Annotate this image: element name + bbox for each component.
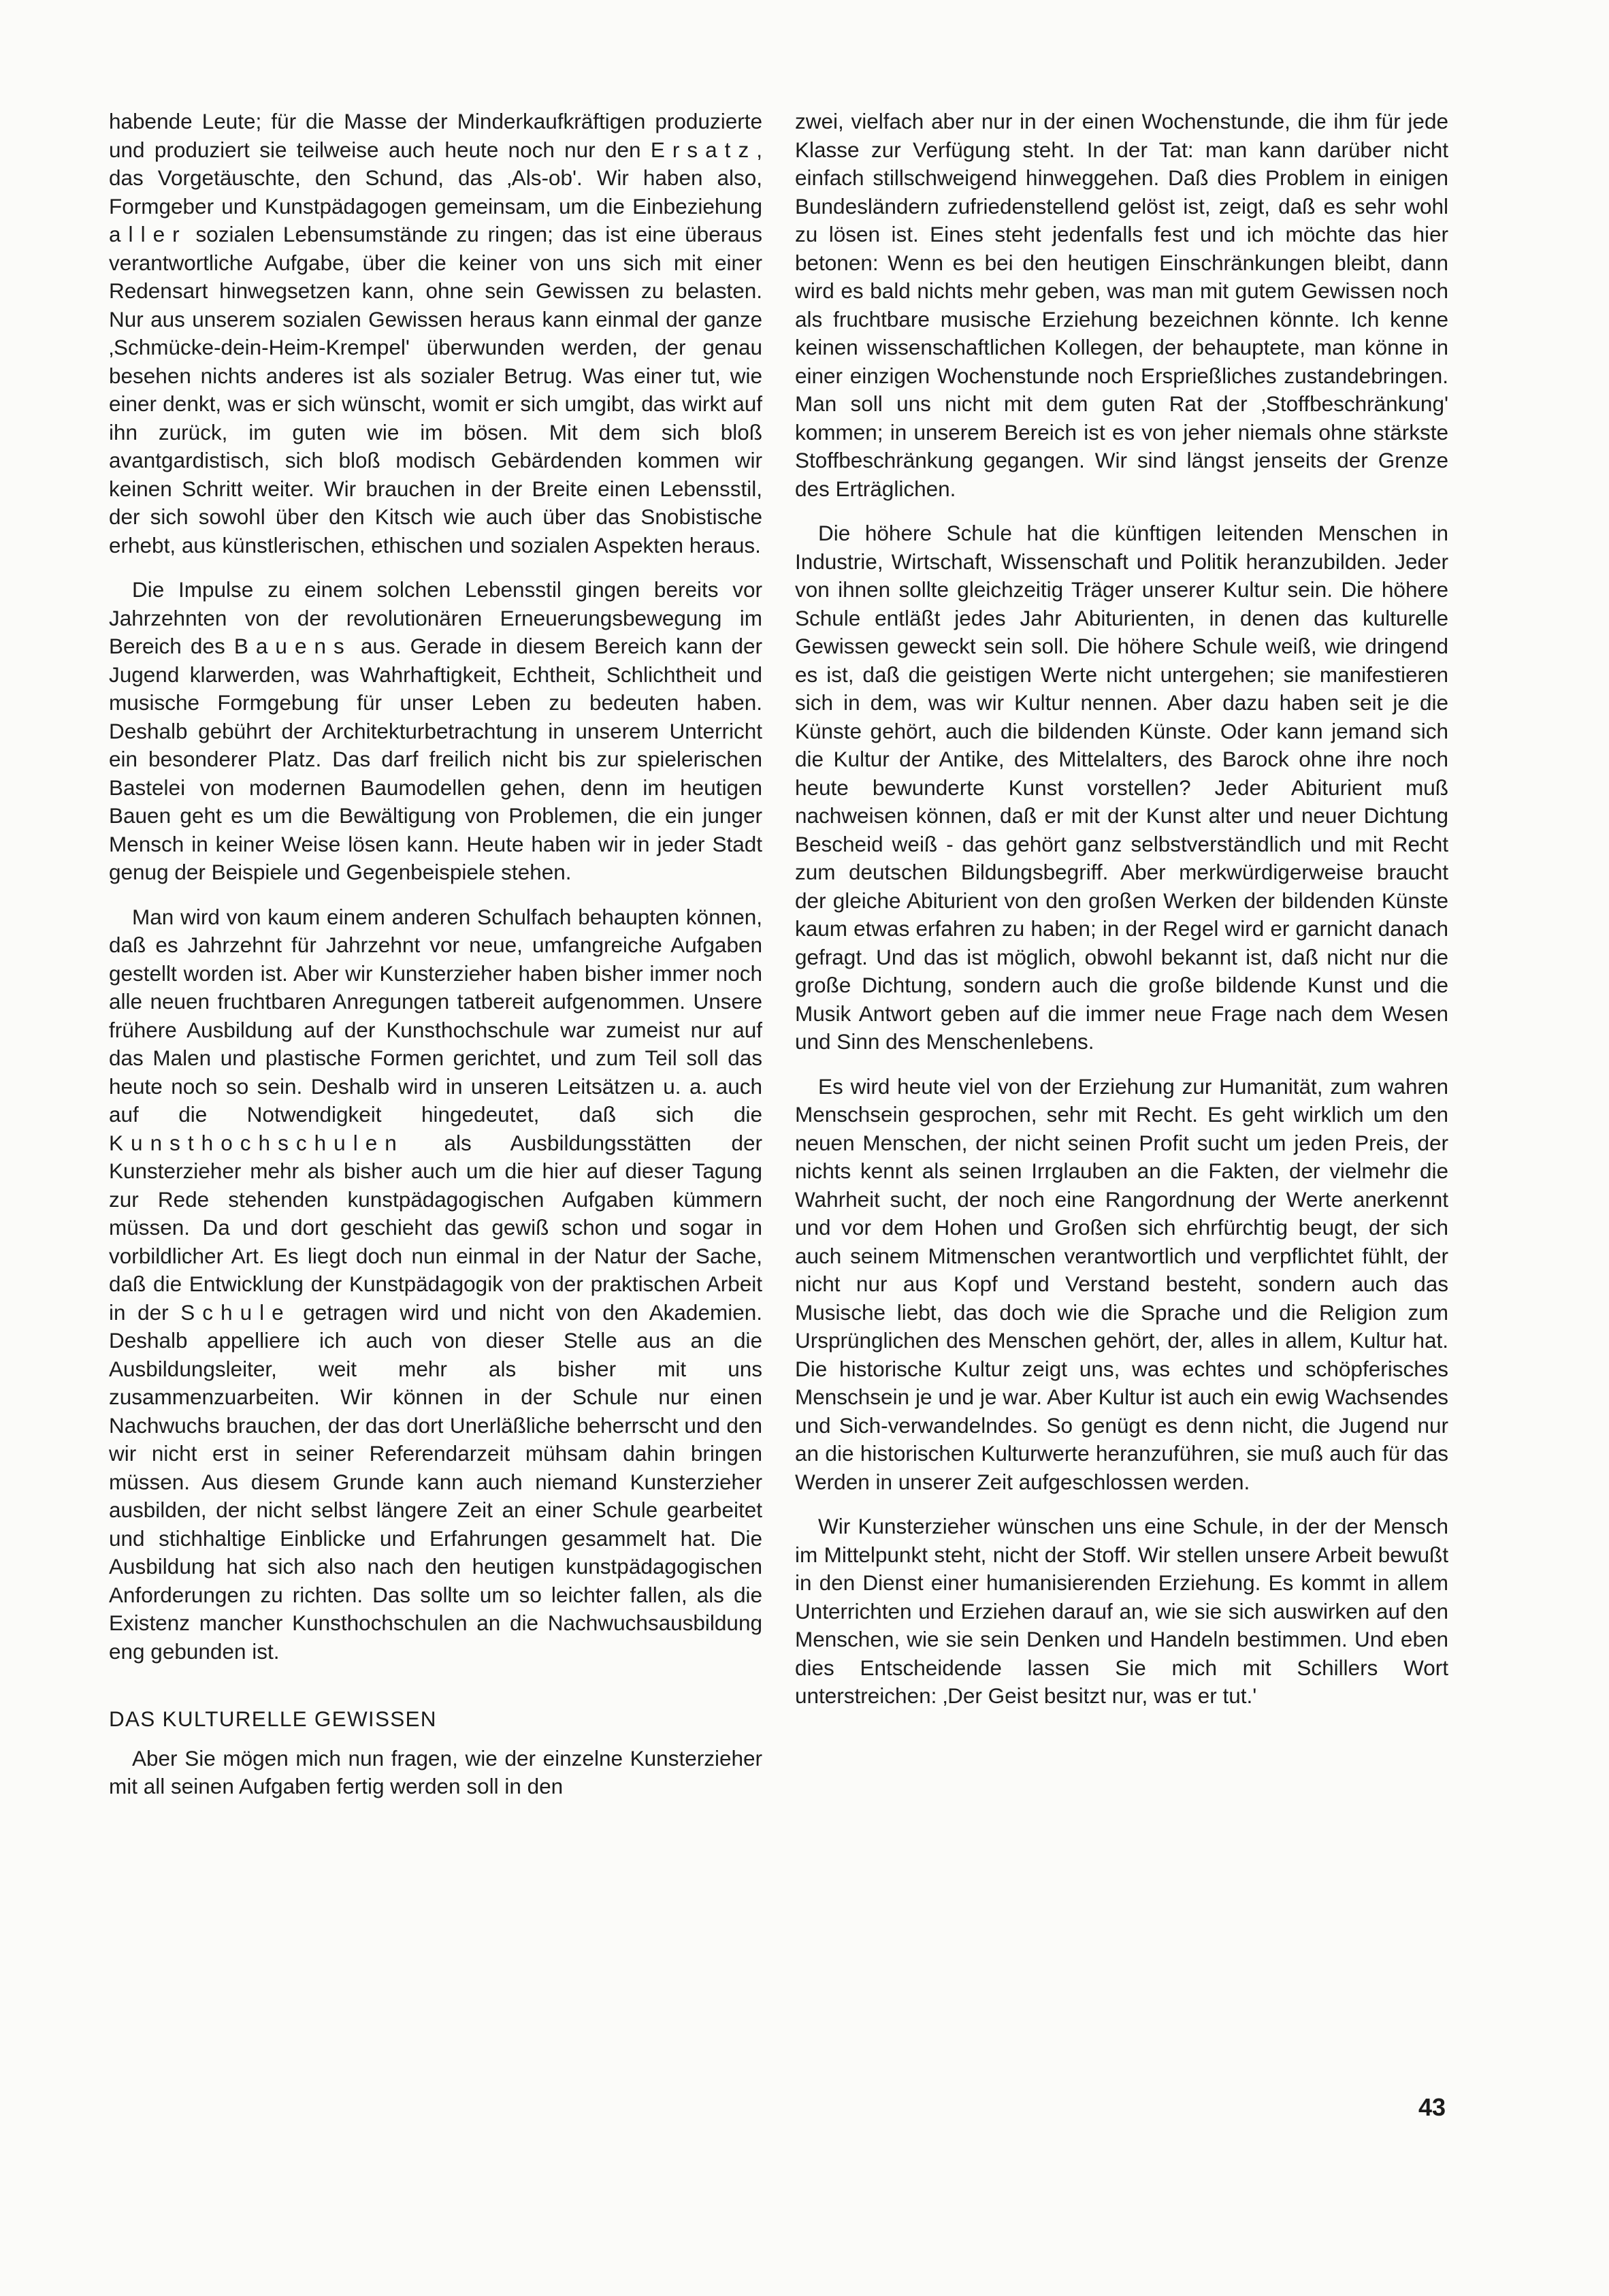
left-column: [109, 108, 762, 1817]
right-paragraph-4: Wir Kunsterzieher wünschen uns eine Schule, in der der Mensch im Mittelpunkt steht, nicht der Stoff. Wir stellen unsere Arbeit bewußt in den Dienst einer humanisierenden Erziehung. Es kommt in allem Unterrichten und Erziehen darauf an, wie sie sich auswirken auf den Menschen, wie sie sein Denken und Handeln bestimmen. Und eben dies Entscheidende lassen Sie mich mit Schillers Wort unterstreichen: ‚Der Geist besitzt nur, was er tut.': [795, 1514, 1448, 1708]
section-heading: DAS KULTURELLE GEWISSEN: [109, 1707, 437, 1731]
left-paragraph-3: Man wird von kaum einem anderen Schulfach behaupten können, daß es Jahrzehnt für Jahrzehnt vor neue, umfangreiche Aufgaben gestellt worden ist. Aber wir Kunsterzieher haben bisher immer noch alle neuen fruchtbaren Anregungen tatbereit aufgenommen. Unsere frühere Ausbildung auf der Kunsthochschule war zumeist nur auf das Malen und plastische Formen gerichtet, und zum Teil soll das heute noch so sein. Deshalb wird in unseren Leitsätzen u. a. auch auf die Notwendigkeit hingedeutet, daß sich die Kunsthochschulen als Ausbildungsstätten der Kunsterzieher mehr als bisher auch um die hier auf dieser Tagung zur Rede stehenden kunstpädagogischen Aufgaben kümmern müssen. Da und dort geschieht das gewiß schon und sogar in vorbildlicher Art. Es liegt doch nun einmal in der Natur der Sache, daß die Entwicklung der Kunstpädagogik von der praktischen Arbeit in der Schule getragen wird und nicht von den Akademien. Deshalb appelliere ich auch von dieser Stelle aus an die Ausbildungsleiter, weit mehr als bisher mit uns zusammenzuarbeiten. Wir können in der Schule nur einen Nachwuchs brauchen, der das dort Unerläßliche beherrscht und den wir nicht erst in seiner Referendarzeit mühsam dahin bringen müssen. Aus diesem Grunde kann auch niemand Kunsterzieher ausbilden, der nicht selbst längere Zeit an einer Schule gearbeitet und stichhaltige Einblicke und Erfahrungen gesammelt hat. Die Ausbildung hat sich also nach den heutigen kunstpädagogischen Anforderungen zu richten. Das sollte um so leichter fallen, als die Existenz mancher Kunsthochschulen an die Nachwuchsausbildung eng gebunden ist.: [109, 904, 762, 1664]
spaced-emphasis: Kunsthochschulen: [109, 1130, 404, 1155]
spaced-emphasis: aller: [109, 222, 187, 246]
right-paragraph-1: zwei, vielfach aber nur in der einen Wochenstunde, die ihm für jede Klasse zur Verfügung steht. In der Tat: man kann darüber nicht einfach stillschweigend hinweggehen. Daß dies Problem in einigen Bundesländern zufriedenstellend gelöst ist, zeigt, daß es sehr wohl zu lösen ist. Eines steht jedenfalls fest und ich möchte das hier betonen: Wenn es bei den heutigen Einschränkungen bleibt, dann wird es bald nichts mehr geben, was man mit gutem Gewissen noch als fruchtbare musische Erziehung bezeichnen könnte. Ich kenne keinen wissenschaftlichen Kollegen, der behauptete, man könne in einer einzigen Wochenstunde noch Ersprießliches zustandebringen. Man soll uns nicht mit dem guten Rat der ‚Stoffbeschränkung' kommen; in unserem Bereich ist es von jeher niemals ohne stärkste Stoffbeschränkung gegangen. Wir sind längst jenseits der Grenze des Erträglichen.: [795, 109, 1448, 501]
spaced-emphasis: Bauens: [233, 634, 352, 658]
page-number: 43: [1418, 2093, 1446, 2121]
left-paragraph-1: habende Leute; für die Masse der Minderkaufkräftigen produzierte und produziert sie teilweise auch heute noch nur den Ersatz, das Vorgetäuschte, den Schund, das ‚Als-ob'. Wir haben also, Formgeber und Kunstpädagogen gemeinsam, um die Einbeziehung aller sozialen Lebensumstände zu ringen; das ist eine überaus verantwortliche Aufgabe, über die keiner von uns sich mit einer Redensart hinwegsetzen kann, ohne sein Gewissen zu belasten. Nur aus unserem sozialen Gewissen heraus kann einmal der ganze ‚Schmücke-dein-Heim-Krempel' überwunden werden, der genau besehen nichts anderes ist als sozialer Betrug. Was einer tut, wie einer denkt, was er sich wünscht, womit er sich umgibt, das wirkt auf ihn zurück, im guten wie im bösen. Mit dem sich bloß avantgardistisch, sich bloß modisch Gebärdenden kommen wir keinen Schritt weiter. Wir brauchen in der Breite einen Lebensstil, der sich sowohl über den Kitsch wie auch über das Snobistische erhebt, aus künstlerischen, ethischen und sozialen Aspekten heraus.: [109, 109, 762, 557]
right-paragraph-3: Es wird heute viel von der Erziehung zur Humanität, zum wahren Menschsein gesprochen, sehr mit Recht. Es geht wirklich um den neuen Menschen, der nicht seinen Profit sucht um jeden Preis, der nichts kennt als seinen Irrglauben an die Fakten, der vielmehr die Wahrheit sucht, der noch eine Rangordnung der Werte anerkennt und vor dem Hohen und Großen sich ehrfürchtig beugt, der sich auch seinem Mitmenschen verantwortlich und verpflichtet fühlt, der nicht nur aus Kopf und Verstand besteht, sondern auch das Musische liebt, das doch wie die Sprache und die Religion zum Ursprünglichen des Menschen gehört, der, alles in allem, Kultur hat. Die historische Kultur zeigt uns, was echtes und schöpferisches Menschsein je und je war. Aber Kultur ist auch ein ewig Wachsendes und Sich-verwandelndes. So genügt es denn nicht, die Jugend nur an die historischen Kulturwerte heranzuführen, sie muß auch für das Werden in unserer Zeit aufgeschlossen werden.: [795, 1073, 1448, 1494]
right-paragraph-2: Die höhere Schule hat die künftigen leitenden Menschen in Industrie, Wirtschaft, Wissenschaft und Politik heranzubilden. Jeder von ihnen sollte gleichzeitig Träger unserer Kultur sein. Die höhere Schule entläßt jedes Jahr Abiturienten, in denen das kulturelle Gewissen geweckt sein soll. Die höhere Schule weiß, wie dringend es ist, daß die geistigen Werte nicht untergehen; sie manifestieren sich in dem, was wir Kultur nennen. Aber dazu haben seit je die Künste gehört, auch die bildenden Künste. Oder kann jemand sich die Kultur der Antike, des Mittelalters, des Barock ohne ihre noch heute bewunderte Kunst vorstellen? Jeder Abiturient muß nachweisen können, daß er mit der Kunst alter und neuer Dichtung Bescheid weiß - das gehört ganz selbstverständlich und mit Recht zum deutschen Bildungsbegriff. Aber merkwürdigerweise braucht der gleiche Abiturient von den großen Werken der bildenden Künste kaum etwas erfahren zu haben; in der Regel wird er garnicht danach gefragt. Und das ist möglich, obwohl bekannt ist, daß nicht nur die große Dichtung, sondern auch die große bildende Kunst und die Musik Antwort geben auf die immer neue Frage nach dem Wesen und Sinn des Menschenlebens.: [795, 521, 1448, 1054]
spaced-emphasis: Ersatz: [650, 137, 757, 162]
left-paragraph-2: Die Impulse zu einem solchen Lebensstil gingen bereits vor Jahrzehnten von der revolutionären Erneuerungsbewegung im Bereich des Bauens aus. Gerade in diesem Bereich kann der Jugend klarwerden, was Wahrhaftigkeit, Echtheit, Schlichtheit und musische Formgebung für unser Leben zu bedeuten haben. Deshalb gebührt der Architekturbetrachtung in unserem Unterricht ein besonderer Platz. Das darf freilich nicht bis zur spielerischen Bastelei von modernen Baumodellen gehen, denn im heutigen Bauen geht es um die Bewältigung von Problemen, die ein junger Mensch in keiner Weise lösen kann. Heute haben wir in jeder Stadt genug der Beispiele und Gegenbeispiele stehen.: [109, 577, 762, 884]
spaced-emphasis: Schule: [180, 1299, 291, 1325]
left-paragraph-4: Aber Sie mögen mich nun fragen, wie der einzelne Kunsterzieher mit all seinen Aufgaben fertig werden soll in den: [109, 1745, 762, 1798]
right-column: [795, 108, 1448, 1727]
